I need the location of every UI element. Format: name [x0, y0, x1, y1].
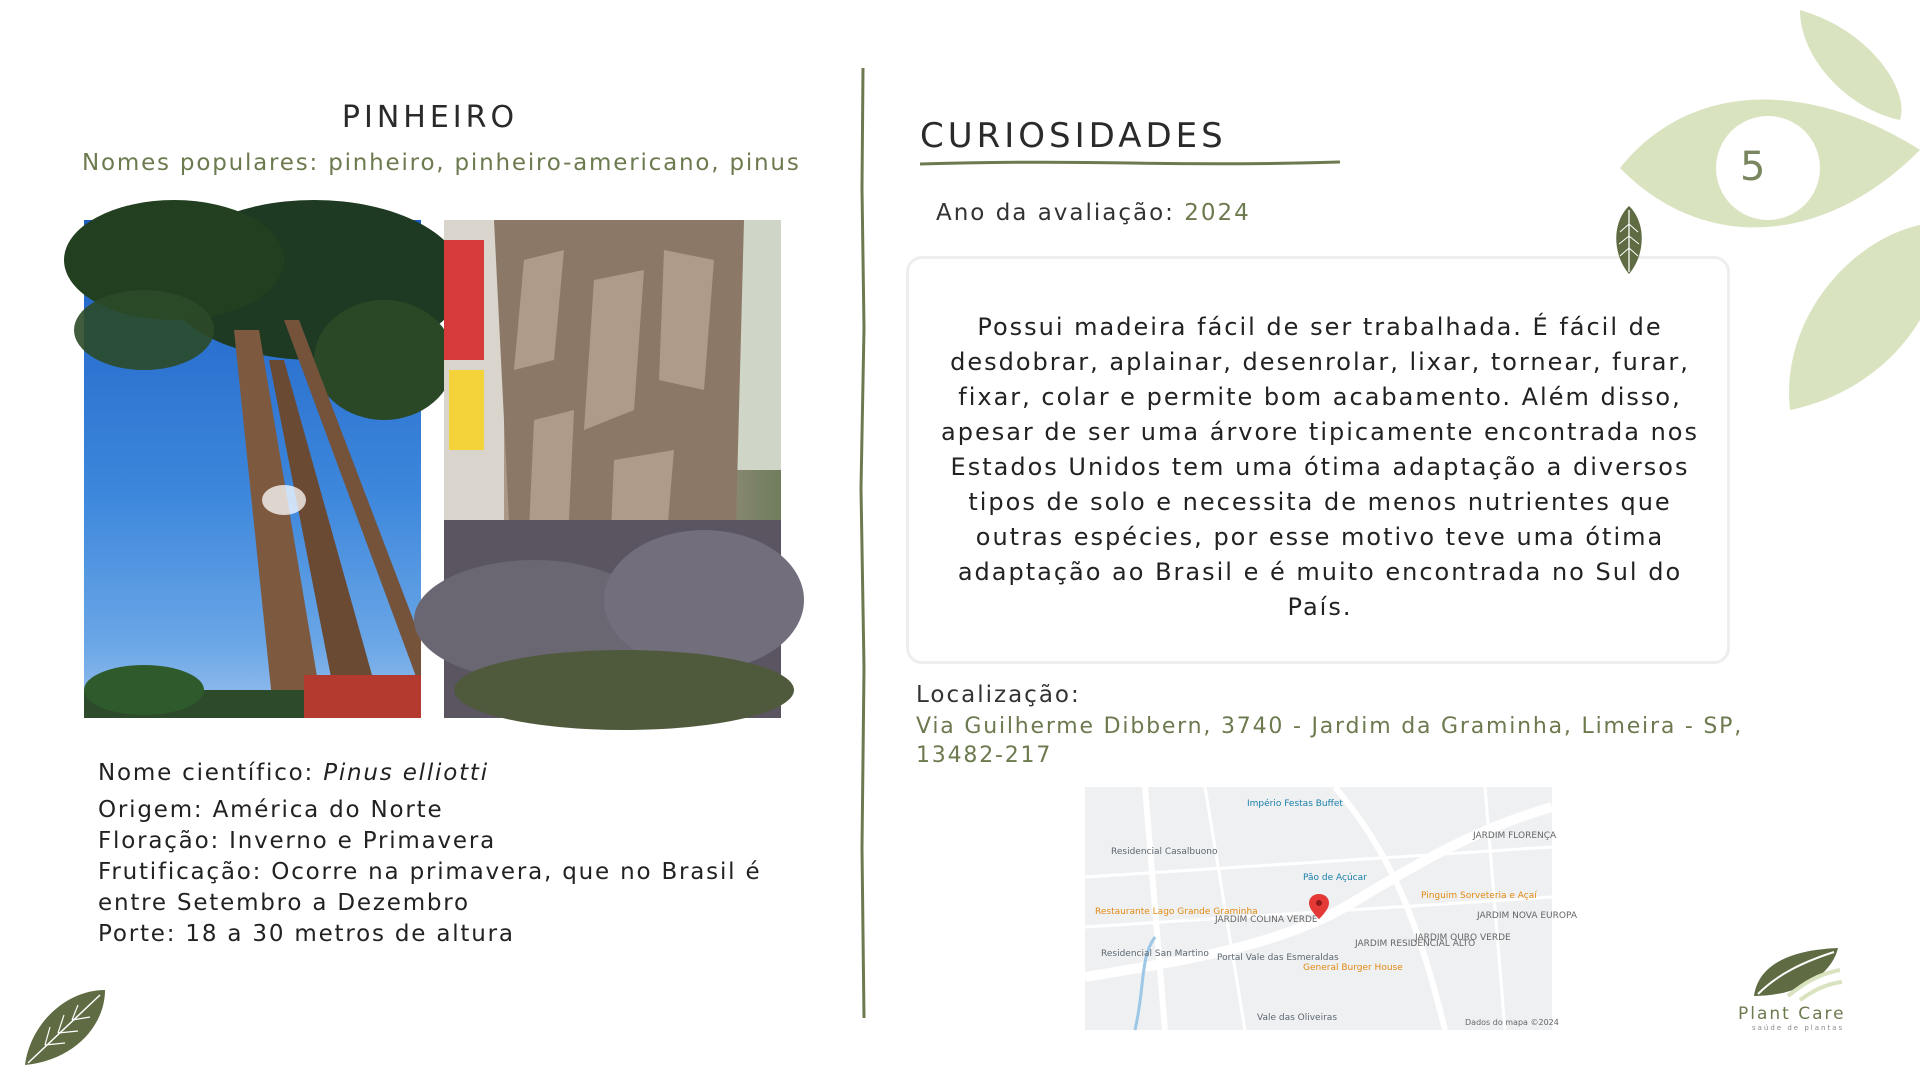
size: Porte: 18 a 30 metros de altura [98, 921, 515, 947]
location-address: Via Guilherme Dibbern, 3740 - Jardim da Graminha, Limeira - SP, 13482-217 [916, 714, 1744, 768]
location-label: Localização: [916, 682, 1081, 708]
plant-title: PINHEIRO [341, 100, 519, 135]
scientific-name: Nome científico: Pinus elliotti [98, 760, 489, 786]
pine-trees-photo [84, 220, 421, 718]
curiosities-text: Possui madeira fácil de ser trabalhada. É fácil de desdobrar, aplainar, desenrolar, lixar, tornear, furar, fixar, colar e permite bom acabamento. Além disso, apesar de ser uma árvore tipicamente encontrada nos Estados Unidos tem uma ótima adaptação a diversos tipos de solo e necessita de menos nutrientes que outras espécies, por esse motivo teve uma ótima adaptação ao Brasil e é muito encontrada no Sul do País. [941, 313, 1699, 621]
leaf-icon [1610, 204, 1648, 276]
title-underline [920, 158, 1340, 168]
map-label: JARDIM NOVA EUROPA [1477, 911, 1577, 921]
brand-tagline: saúde de plantas [1752, 1024, 1845, 1032]
map-label: JARDIM COLINA VERDE [1215, 915, 1318, 925]
location-map[interactable] [1085, 787, 1577, 1030]
page-number: 5 [1740, 144, 1766, 190]
origin: Origem: América do Norte [98, 797, 444, 823]
map-poi: Pinguim Sorveteria e Açaí [1421, 891, 1537, 901]
popular-names: Nomes populares: pinheiro, pinheiro-americano, pinus [82, 150, 801, 176]
map-poi: Império Festas Buffet [1247, 799, 1343, 809]
map-poi: Residencial Casalbuono [1111, 847, 1218, 857]
map-poi: Portal Vale das Esmeraldas [1217, 953, 1339, 963]
leaf-icon [20, 985, 110, 1070]
map-poi: Residencial San Martino [1101, 949, 1209, 959]
map-label: JARDIM RESIDENCIAL ALTO [1355, 939, 1476, 949]
fruiting: Frutificação: Ocorre na primavera, que no Brasil é entre Setembro a Dezembro [98, 859, 762, 916]
map-label: JARDIM FLORENÇA [1473, 831, 1557, 841]
curiosities-title: CURIOSIDADES [920, 116, 1227, 156]
map-poi: General Burger House [1303, 963, 1403, 973]
flowering: Floração: Inverno e Primavera [98, 828, 497, 854]
vertical-divider [858, 68, 868, 1018]
plant-care-logo-icon [1748, 944, 1844, 1002]
map-credit: Dados do mapa ©2024 [1465, 1018, 1559, 1027]
brand-name: Plant Care [1738, 1004, 1846, 1024]
evaluation-year: Ano da avaliação: 2024 [936, 200, 1251, 226]
map-poi: Pão de Açúcar [1303, 873, 1367, 883]
map-poi: Restaurante Lago Grande Graminha [1095, 907, 1258, 917]
map-poi: Vale das Oliveiras [1257, 1013, 1338, 1023]
map-label: JARDIM OURO VERDE [1415, 933, 1511, 943]
plant-facts [98, 758, 798, 950]
pine-trunk-photo [444, 220, 781, 718]
